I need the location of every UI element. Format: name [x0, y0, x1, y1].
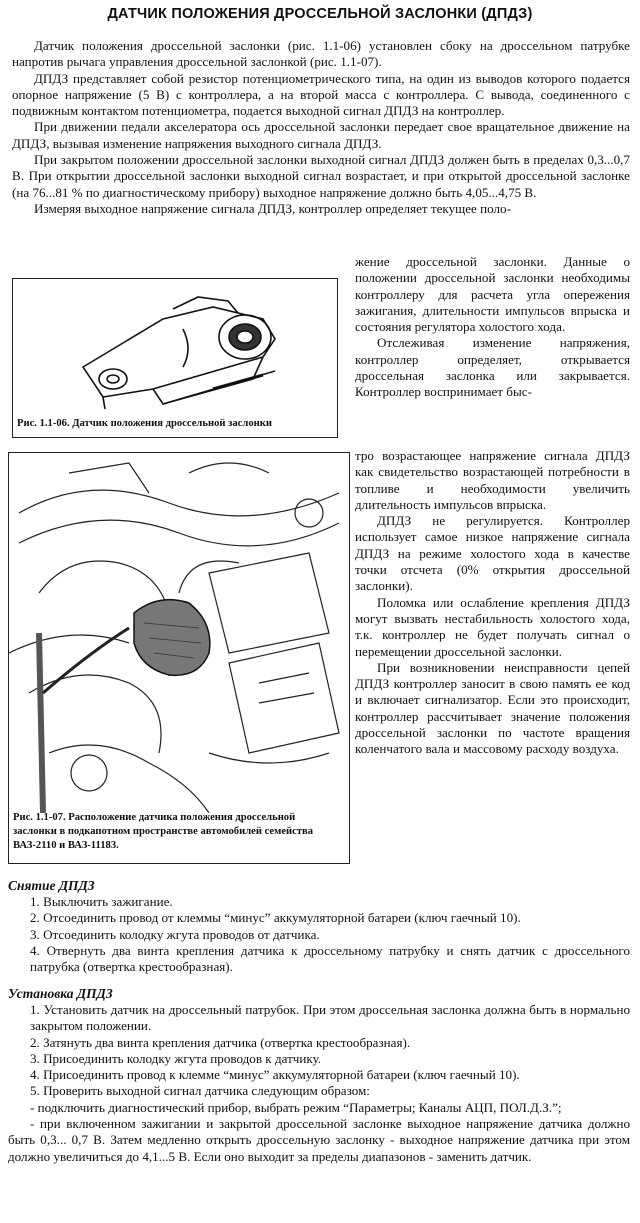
paragraph: Отслеживая изменение напряжения, контроллер определяет, открывается дроссельная заслонка или закрывается. Контроллер воспринимает быс-: [355, 335, 630, 400]
list-item: 3. Присоединить колодку жгута проводов к датчику.: [30, 1050, 322, 1066]
paragraph: ДПДЗ представляет собой резистор потенциометрического типа, на один из выводов которого подается опорное напряжение (5 В) с контроллера, а на второй масса с контроллера. С вывода, соединенного с подвижным контактом потенциометра, подается выходной сигнал ДПДЗ на контроллер.: [12, 70, 630, 119]
right-column-top: [355, 254, 630, 401]
sub-item: - при включенном зажигании и закрытой дроссельной заслонке выходное напряжение датчика должно быть 0,3... 0,7 В. Затем медленно открыть дроссельную заслонку - выходное напряжение датчика при этом должно увеличиться до 4,1...5 В. Если оно выходит за пределы диапазонов - заменить датчик.: [8, 1116, 630, 1164]
right-column-bottom: [355, 448, 630, 758]
paragraph: Датчик положения дроссельной заслонки (рис. 1.1-06) установлен сбоку на дроссельном патрубке напротив рычага управления дроссельной заслонкой (рис. 1.1-07).: [12, 38, 630, 70]
sensor-location-highlight: [134, 600, 210, 676]
paragraph: жение дроссельной заслонки. Данные о положении дроссельной заслонки необходимы контроллеру для расчета угла опережения зажигания, длительности импульсов впрыска и состояния регулятора холостого хода.: [355, 254, 630, 335]
figure-engine-bay: [8, 452, 350, 864]
install-section: [8, 986, 630, 1165]
removal-section: [8, 878, 630, 975]
list-item: 2. Отсоединить провод от клеммы “минус” аккумуляторной батареи (ключ гаечный 10).: [30, 910, 521, 926]
figure-sensor: [12, 278, 338, 438]
paragraph: Поломка или ослабление крепления ДПДЗ могут вызвать нестабильность холостого хода, т.к. контроллер не будет получать сигнал о перемещении дроссельной заслонки.: [355, 594, 630, 659]
list-item: 4. Отвернуть два винта крепления датчика к дроссельному патрубку и снять датчик с дроссельного патрубка (отвертка крестообразная).: [30, 942, 630, 975]
section-title: Установка ДПДЗ: [8, 986, 113, 1001]
engine-bay-drawing: [9, 453, 349, 813]
sensor-drawing: [13, 279, 337, 409]
paragraph: При возникновении неисправности цепей ДПДЗ контроллер заносит в свою память ее код и включает сигнализатор. Если это происходит, контроллер рассчитывает значение положения дроссельной заслонки по частоте вращения коленчатого вала и массовому расходу воздуха.: [355, 659, 630, 757]
figure-caption: Рис. 1.1-06. Датчик положения дроссельной заслонки: [17, 418, 272, 429]
intro-text: [12, 38, 630, 217]
paragraph: При движении педали акселератора ось дроссельной заслонки передает свое вращательное движение на ДПДЗ, вызывая изменение напряжения выходного сигнала ДПДЗ.: [12, 119, 630, 151]
sub-item: - подключить диагностический прибор, выбрать режим “Параметры; Каналы АЦП, ПОЛ.Д.З.”;: [30, 1099, 562, 1115]
paragraph: Измеряя выходное напряжение сигнала ДПДЗ, контроллер определяет текущее поло-: [34, 200, 511, 216]
page-title: ДАТЧИК ПОЛОЖЕНИЯ ДРОССЕЛЬНОЙ ЗАСЛОНКИ (ДПДЗ): [107, 6, 533, 22]
list-item: 1. Установить датчик на дроссельный патрубок. При этом дроссельная заслонка должна быть в нормально закрытом положении.: [30, 1002, 630, 1034]
list-item: 5. Проверить выходной сигнал датчика следующим образом:: [30, 1083, 370, 1099]
list-item: 2. Затянуть два винта крепления датчика (отвертка крестообразная).: [30, 1034, 411, 1050]
list-item: 1. Выключить зажигание.: [30, 894, 173, 909]
section-title: Снятие ДПДЗ: [8, 878, 95, 893]
paragraph: тро возрастающее напряжение сигнала ДПДЗ как свидетельство возрастающей потребности в топливе и необходимости увеличить длительность импульсов впрыска.: [355, 448, 630, 512]
paragraph: ДПДЗ не регулируется. Контроллер использует самое низкое напряжение сигнала ДПДЗ на режиме холостого хода в качестве точки отсчета (0% открытия дроссельной заслонки).: [355, 513, 630, 594]
list-item: 4. Присоединить провод к клемме “минус” аккумуляторной батареи (ключ гаечный 10).: [30, 1067, 520, 1083]
figure-caption: Рис. 1.1-07. Расположение датчика положения дроссельной заслонки в подкапотном пространстве автомобилей семейства ВАЗ-2110 и ВАЗ-11183.: [13, 812, 314, 851]
list-item: 3. Отсоединить колодку жгута проводов от датчика.: [30, 926, 320, 942]
paragraph: При закрытом положении дроссельной заслонки выходной сигнал ДПДЗ должен быть в пределах 0,3...0,7 В. При открытии дроссельной заслонки выходной сигнал возрастает, и при открытой дроссельной заслонке (на 76...81 % по диагностическому прибору) выходное напряжение должно быть 4,05...4,75 В.: [12, 152, 630, 200]
